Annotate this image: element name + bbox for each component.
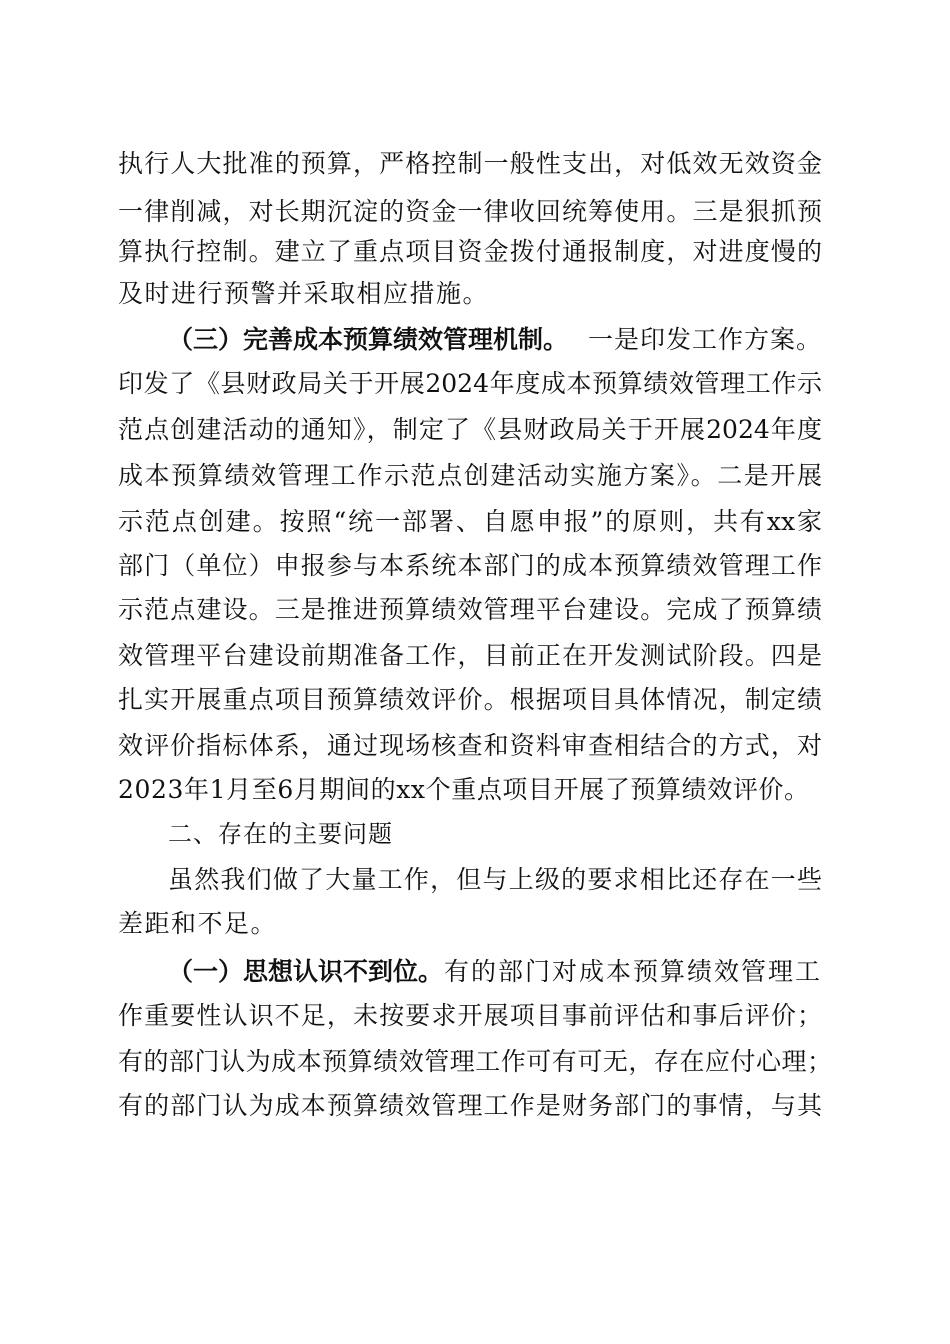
paragraph-line: 有的部门认为成本预算绩效管理工作是财务部门的事情，与其 — [118, 1091, 822, 1120]
section-heading-2: 二、存在的主要问题 — [168, 820, 393, 848]
paragraph-text: 有的部门对成本预算绩效管理工 — [443, 957, 822, 986]
section-heading-1: （一）思想认识不到位。 — [168, 957, 444, 986]
paragraph-line: 2023年1月至6月期间的xx个重点项目开展了预算绩效评价。 — [118, 775, 810, 804]
paragraph-line: 及时进行预警并采取相应措施。 — [118, 279, 490, 308]
paragraph-line: 成本预算绩效管理工作示范点创建活动实施方案》。二是开展 — [118, 461, 822, 490]
paragraph-line: 效评价指标体系，通过现场核查和资料审查相结合的方式，对 — [118, 731, 822, 760]
paragraph-line: 执行人大批准的预算，严格控制一般性支出，对低效无效资金 — [118, 149, 822, 178]
paragraph-text: 一是印发工作方案。 — [587, 325, 822, 354]
section-heading-3: （三）完善成本预算绩效管理机制。 — [168, 325, 569, 354]
paragraph-line: 有的部门认为成本预算绩效管理工作可有可无，存在应付心理； — [118, 1047, 832, 1076]
paragraph-line: 部门（单位）申报参与本系统本部门的成本预算绩效管理工作 — [118, 551, 822, 580]
paragraph-line: 扎实开展重点项目预算绩效评价。根据项目具体情况，制定绩 — [118, 685, 822, 714]
paragraph-line: 虽然我们做了大量工作，但与上级的要求相比还存在一些 — [168, 865, 822, 894]
paragraph-line: 差距和不足。 — [118, 909, 278, 938]
paragraph-line: 示范点建设。三是推进预算绩效管理平台建设。完成了预算绩 — [118, 595, 822, 624]
paragraph-line: 范点创建活动的通知》，制定了《县财政局关于开展2024年度 — [118, 415, 822, 444]
section-3-line — [168, 324, 822, 356]
paragraph-line: 算执行控制。建立了重点项目资金拨付通报制度，对进度慢的 — [118, 237, 822, 266]
paragraph-line: 作重要性认识不足，未按要求开展项目事前评估和事后评价； — [118, 1001, 822, 1030]
paragraph-line: 效管理平台建设前期准备工作，目前正在开发测试阶段。四是 — [118, 641, 822, 670]
section-1-line — [168, 956, 822, 988]
paragraph-line: 印发了《县财政局关于开展2024年度成本预算绩效管理工作示 — [118, 369, 822, 398]
paragraph-line: 示范点创建。按照“统一部署、自愿申报”的原则，共有xx家 — [118, 507, 822, 536]
paragraph-line: 一律削减，对长期沉淀的资金一律收回统筹使用。三是狠抓预 — [118, 197, 822, 226]
